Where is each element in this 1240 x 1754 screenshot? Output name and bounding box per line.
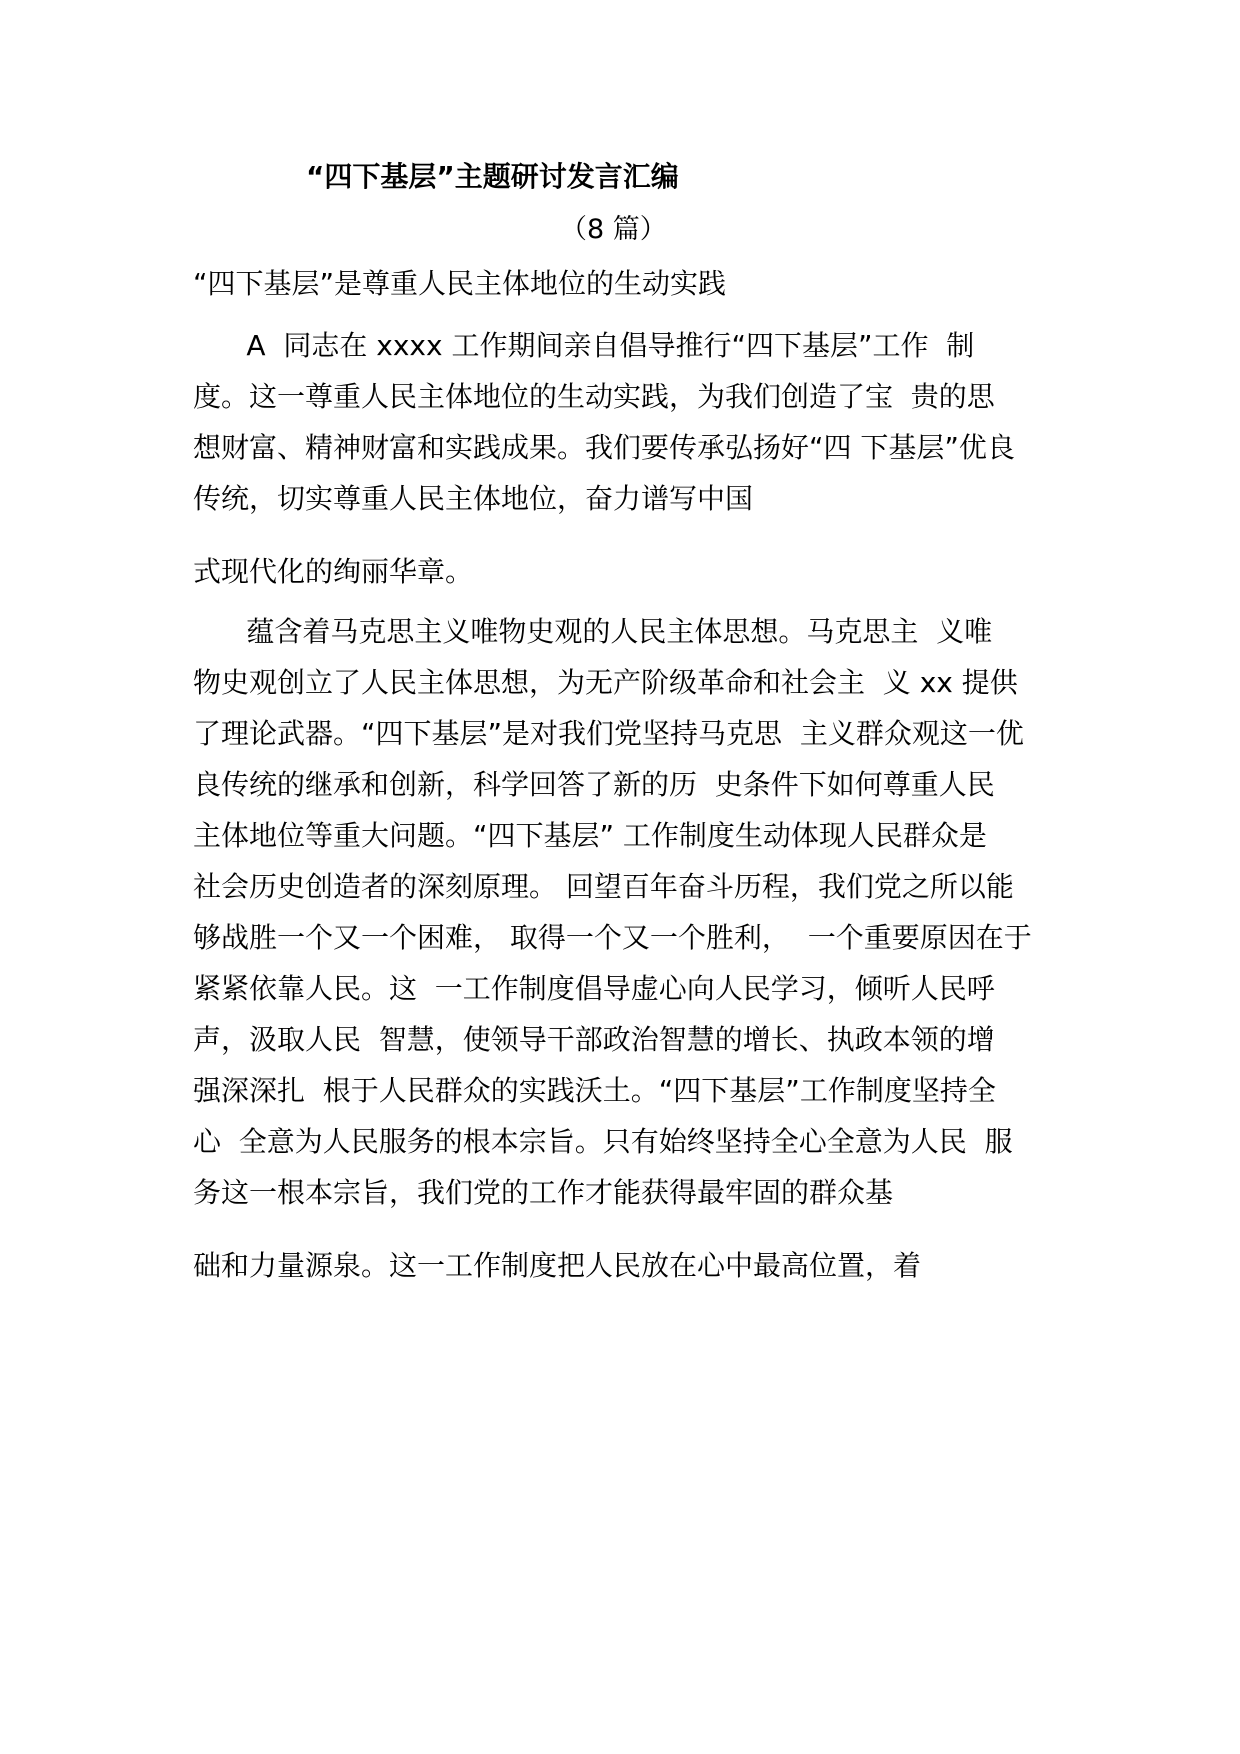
paragraph-line: 度。这一尊重人民主体地位的生动实践，为我们创造了宝 贵的思	[193, 380, 995, 413]
paragraph-line: 了理论武器。“四下基层”是对我们党坚持马克思 主义群众观这一优	[193, 717, 1024, 750]
paragraph-line: 础和力量源泉。这一工作制度把人民放在心中最高位置，着	[193, 1249, 922, 1282]
paragraph-line: 声，汲取人民 智慧，使领导干部政治智慧的增长、执政本领的增	[193, 1023, 995, 1056]
paragraph-line: 物史观创立了人民主体思想，为无产阶级革命和社会主 义 xx 提供	[193, 666, 1018, 699]
paragraph-line: 强深深扎 根于人民群众的实践沃土。“四下基层”工作制度坚持全	[193, 1074, 996, 1107]
paragraph-line: 够战胜一个又一个困难， 取得一个又一个胜利， 一个重要原因在于	[193, 921, 1032, 954]
section-heading: “四下基层”是尊重人民主体地位的生动实践	[193, 267, 727, 300]
paragraph-line: 式现代化的绚丽华章。	[193, 555, 474, 588]
paragraph-line: 主体地位等重大问题。“四下基层” 工作制度生动体现人民群众是	[193, 819, 987, 852]
paragraph-line: 心 全意为人民服务的根本宗旨。只有始终坚持全心全意为人民 服	[193, 1125, 1013, 1158]
document-subtitle: （8 篇）	[560, 214, 667, 245]
paragraph-line: A 同志在 xxxx 工作期间亲自倡导推行“四下基层”工作 制	[193, 329, 975, 362]
paragraph-line: 社会历史创造者的深刻原理。 回望百年奋斗历程，我们党之所以能	[193, 870, 1014, 903]
paragraph-line: 蕴含着马克思主义唯物史观的人民主体思想。马克思主 义唯	[193, 615, 993, 648]
paragraph-line: 传统，切实尊重人民主体地位，奋力谱写中国	[193, 482, 754, 515]
paragraph-line: 紧紧依靠人民。这 一工作制度倡导虚心向人民学习，倾听人民呼	[193, 972, 995, 1005]
document-title: “四下基层”主题研讨发言汇编	[306, 160, 679, 193]
paragraph-line: 务这一根本宗旨，我们党的工作才能获得最牢固的群众基	[193, 1176, 894, 1209]
paragraph-line: 良传统的继承和创新，科学回答了新的历 史条件下如何尊重人民	[193, 768, 995, 801]
paragraph-line: 想财富、精神财富和实践成果。我们要传承弘扬好“四 下基层”优良	[193, 431, 1015, 464]
